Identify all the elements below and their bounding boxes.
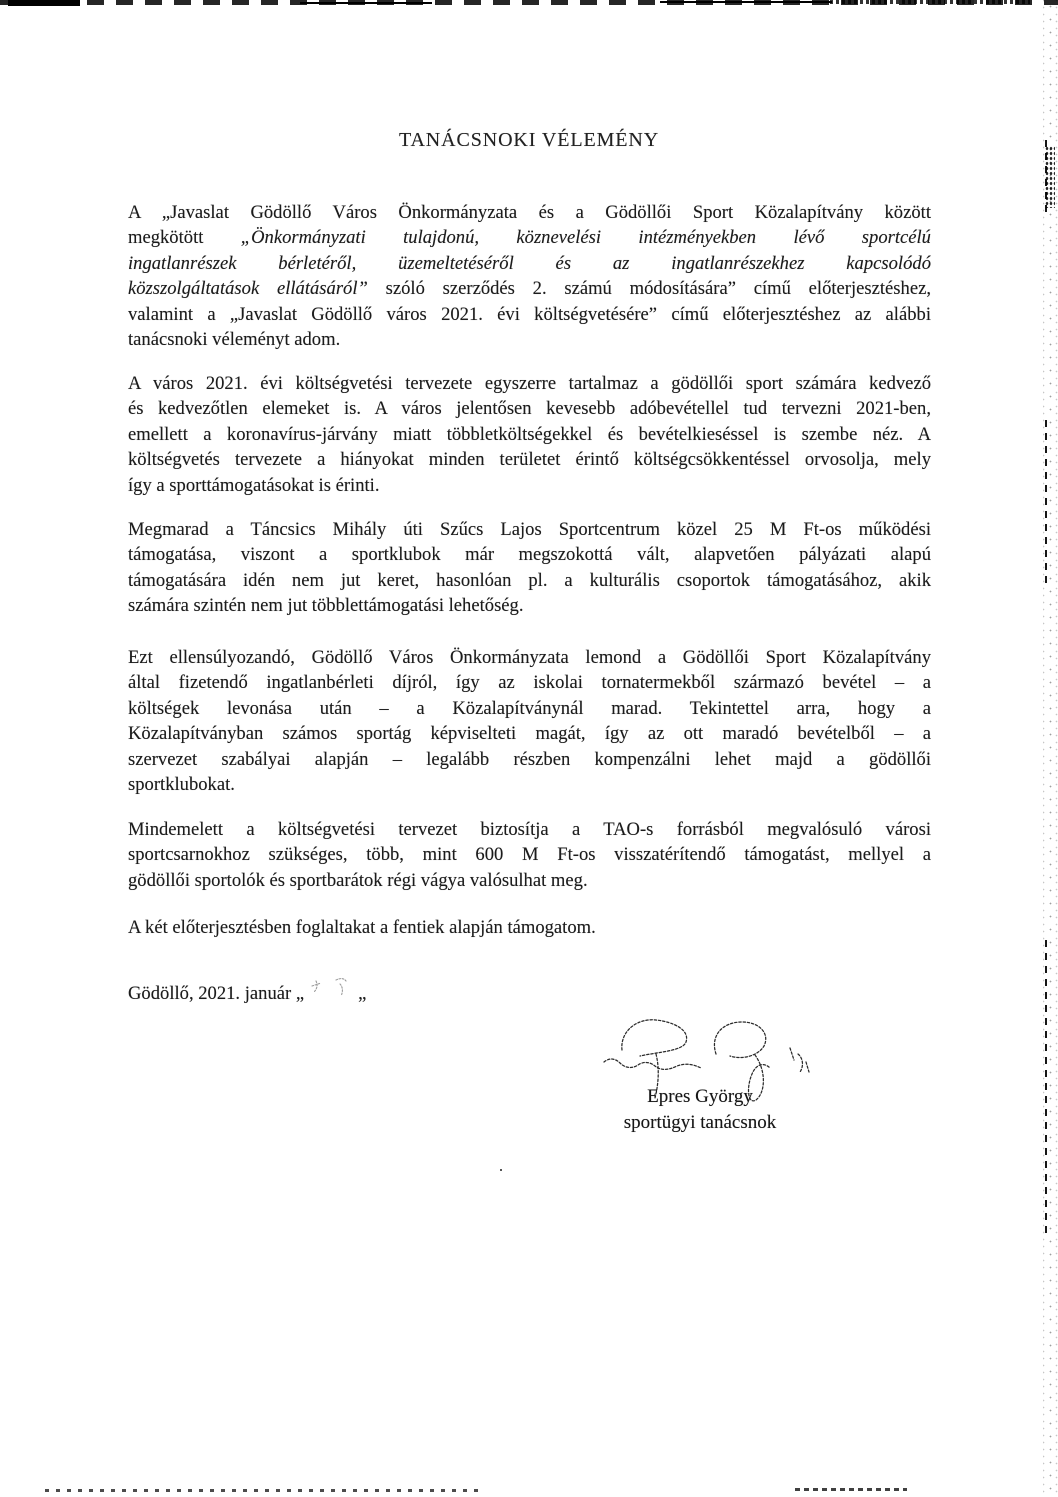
scan-artifact-right-noise [1043,0,1058,1497]
signature-block [550,1084,850,1136]
paragraph-line: A két előterjesztésben foglaltakat a fentiek alapján támogatom. [128,917,596,938]
paragraph-line: megkötött „Önkormányzati tulajdonú, köznevelési intézményekben lévő sportcélú [128,227,931,249]
paragraph-3 [128,517,931,619]
paragraph-line: támogatása, viszont a sportklubok már megszokottá vált, alapvetően pályázati alapú [128,544,931,566]
paragraph-line: Közalapítványban számos sportág képviselteti magát, így az ott maradó bevételből – a [128,723,931,745]
paragraph-line: támogatására idén nem jut keret, hasonlóan pl. a kulturális csoportok támogatásához, akik [128,569,931,591]
paragraph-line: emellett a koronavírus-járvány miatt többletköltségekkel és bevételkieséssel is szembe néz. A [128,423,931,445]
place-date-text: Gödöllő, 2021. január „ [128,983,305,1004]
paragraph-line: és kedvezőtlen elemeket is. A város jelentősen kevesebb adóbevétellel tud tervezni 2021-ben, [128,398,931,420]
paragraph-line: költségvetés tervezete a hiányokat minden területet érintő költségcsökkentéssel orvosolja, mely [128,449,931,471]
paragraph-4 [128,645,931,797]
paragraph-line: Ezt ellensúlyozandó, Gödöllő Város Önkormányzata lemond a Gödöllői Sport Közalapítvány [128,647,931,668]
paragraph-5 [128,817,931,893]
signer-role: sportügyi tanácsnok [623,1112,777,1133]
paragraph-line: így a sporttámogatásokat is érinti. [128,474,380,496]
scan-artifact-right-blob [1045,146,1055,208]
place-date-line [128,977,366,1006]
date-close-quote: „ [358,983,367,1004]
paragraph-1 [128,200,931,352]
paragraph-line: A „Javaslat Gödöllő Város Önkormányzata és a Gödöllői Sport Közalapítvány között [128,202,931,223]
paragraph-line: közszolgáltatások ellátásáról” szóló szerződés 2. számú módosítására” című előterjesztéshez, [128,278,931,300]
scan-artifact-right-dash [1045,420,1047,585]
paragraph-line: ingatlanrészek bérletéről, üzemeltetéséről és az ingatlanrészekhez kapcsolódó [128,252,931,274]
paragraph-line: A város 2021. évi költségvetési tervezete egyszerre tartalmaz a gödöllői sport számára kedvező [128,373,931,394]
paragraph-line: számára szintén nem jut többlettámogatási lehetőség. [128,595,524,617]
scan-artifact-right-dash [1045,940,1047,1235]
paragraph-line: valamint a „Javaslat Gödöllő város 2021. évi költségvetésére” című előterjesztéshez az alábbi [128,303,931,325]
paragraph-line: tanácsnoki véleményt adom. [128,328,341,350]
signer-name: Epres György [647,1086,753,1107]
paragraph-line: gödöllői sportolók és sportbarátok régi vágya valósulhat meg. [128,869,588,891]
page-title: TANÁCSNOKI VÉLEMÉNY [398,129,660,151]
paragraph-line: által fizetendő ingatlanbérleti díjról, így az iskolai tornatermekből származó bevétel – a [128,672,931,694]
paragraph-line: Mindemelett a költségvetési tervezet biztosítja a TAO-s forrásból megvalósuló városi [128,819,931,840]
paragraph-line: költségek levonása után – a Közalapítványnál marad. Tekintettel arra, hogy a [128,697,931,719]
paragraph-2 [128,371,931,498]
document-body [128,0,931,1497]
handwritten-day-marks [304,977,358,1001]
paragraph-6 [128,915,931,940]
paragraph-line: szervezet szabályai alapján – legalább részben kompenzálni lehet majd a gödöllői [128,748,931,770]
paragraph-line: Megmarad a Táncsics Mihály úti Szűcs Lajos Sportcentrum közel 25 M Ft-os működési [128,519,931,540]
scan-artifact-top-solid [8,0,80,6]
paragraph-line: sportklubokat. [128,773,235,795]
paragraph-line: sportcsarnokhoz szükséges, több, mint 600 M Ft-os visszatérítendő támogatást, mellyel a [128,844,931,866]
